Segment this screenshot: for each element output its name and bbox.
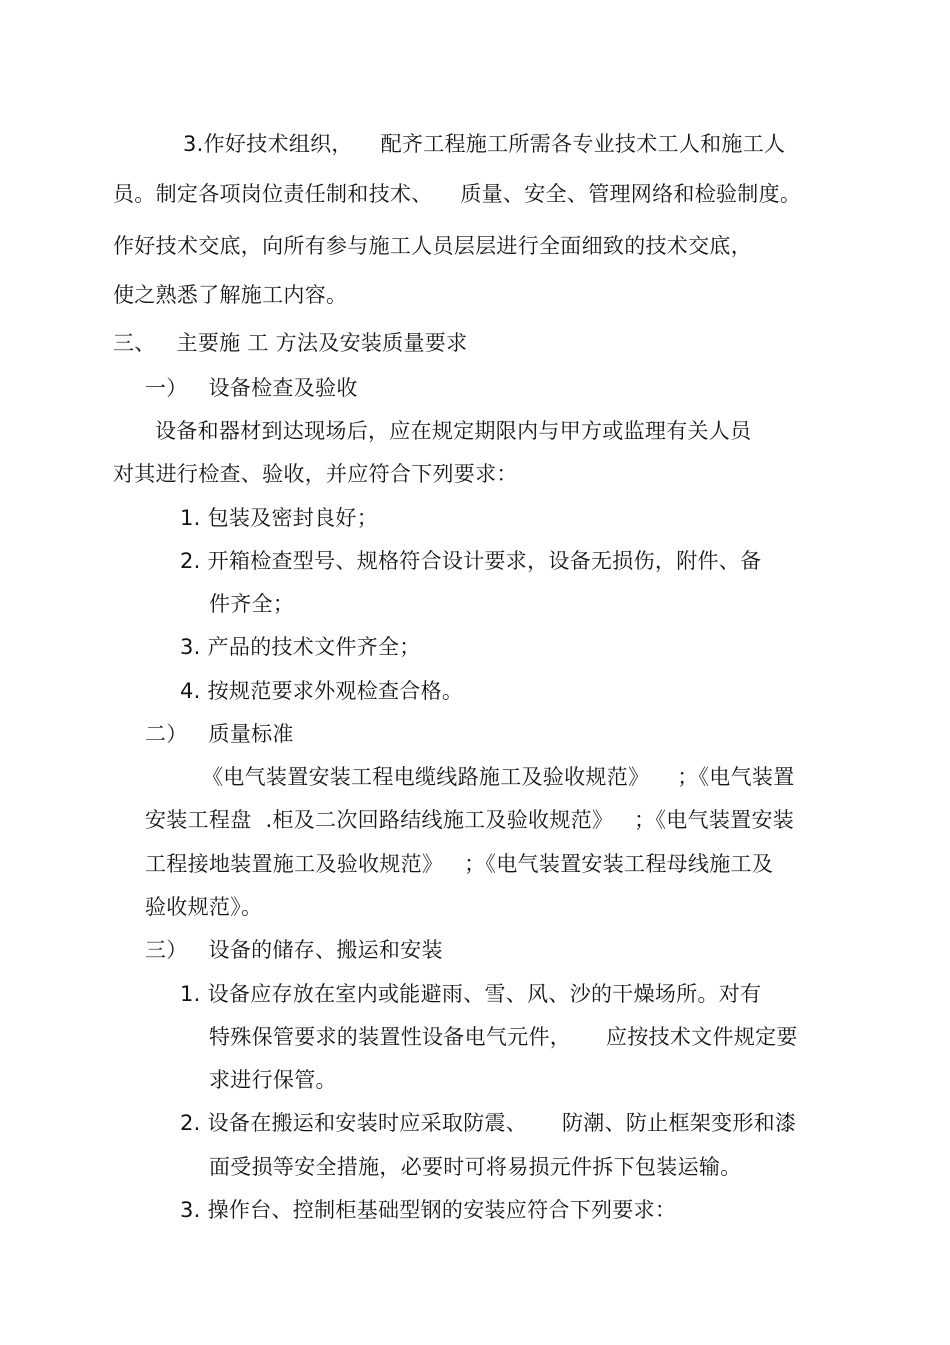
paragraph-line: 安装工程盘 .柜及二次回路结线施工及验收规范》 ；《电气装置安装 xyxy=(145,808,795,832)
intro-line-2: 员。制定各项岗位责任制和技术、 质量、安全、管理网络和检验制度。 xyxy=(113,182,802,206)
paragraph-line: 工程接地装置施工及验收规范》 ；《电气装置安装工程母线施工及 xyxy=(145,852,774,876)
paragraph-line: 对其进行检查、验收，并应符合下列要求： xyxy=(113,462,518,486)
intro-line-1: 3.作好技术组织， 配齐工程施工所需各专业技术工人和施工人 xyxy=(183,132,786,156)
list-item: 4. 按规范要求外观检查合格。 xyxy=(180,679,464,703)
list-item-continuation: 求进行保管。 xyxy=(209,1068,337,1092)
paragraph-line: 设备和器材到达现场后，应在规定期限内与甲方或监理有关人员 xyxy=(155,419,752,443)
list-item: 1. 包装及密封良好； xyxy=(180,506,379,530)
list-item: 2. 设备在搬运和安装时应采取防震、 防潮、防止框架变形和漆 xyxy=(180,1111,797,1135)
list-item: 3. 产品的技术文件齐全； xyxy=(180,635,421,659)
section-heading: 三、 主要施 工 方法及安装质量要求 xyxy=(113,331,468,355)
paragraph-line: 《电气装置安装工程电缆线路施工及验收规范》 ；《电气装置 xyxy=(202,765,795,789)
subsection-heading-inspection: 一） 设备检查及验收 xyxy=(145,376,358,400)
list-item: 1. 设备应存放在室内或能避雨、雪、风、沙的干燥场所。对有 xyxy=(180,982,762,1006)
list-item-continuation: 特殊保管要求的装置性设备电气元件， 应按技术文件规定要 xyxy=(209,1025,798,1049)
list-item-continuation: 件齐全； xyxy=(209,592,295,616)
list-item-continuation: 面受损等安全措施，必要时可将易损元件拆下包装运输。 xyxy=(209,1155,742,1179)
list-item: 3. 操作台、控制柜基础型钢的安装应符合下列要求： xyxy=(180,1198,677,1222)
subsection-heading-storage: 三） 设备的储存、搬运和安装 xyxy=(145,938,443,962)
intro-line-3: 作好技术交底，向所有参与施工人员层层进行全面细致的技术交底， xyxy=(113,234,752,258)
intro-line-4: 使之熟悉了解施工内容。 xyxy=(113,283,348,307)
list-item: 2. 开箱检查型号、规格符合设计要求，设备无损伤，附件、备 xyxy=(180,549,762,573)
subsection-heading-standards: 二） 质量标准 xyxy=(145,722,294,746)
paragraph-line: 验收规范》。 xyxy=(145,895,263,919)
